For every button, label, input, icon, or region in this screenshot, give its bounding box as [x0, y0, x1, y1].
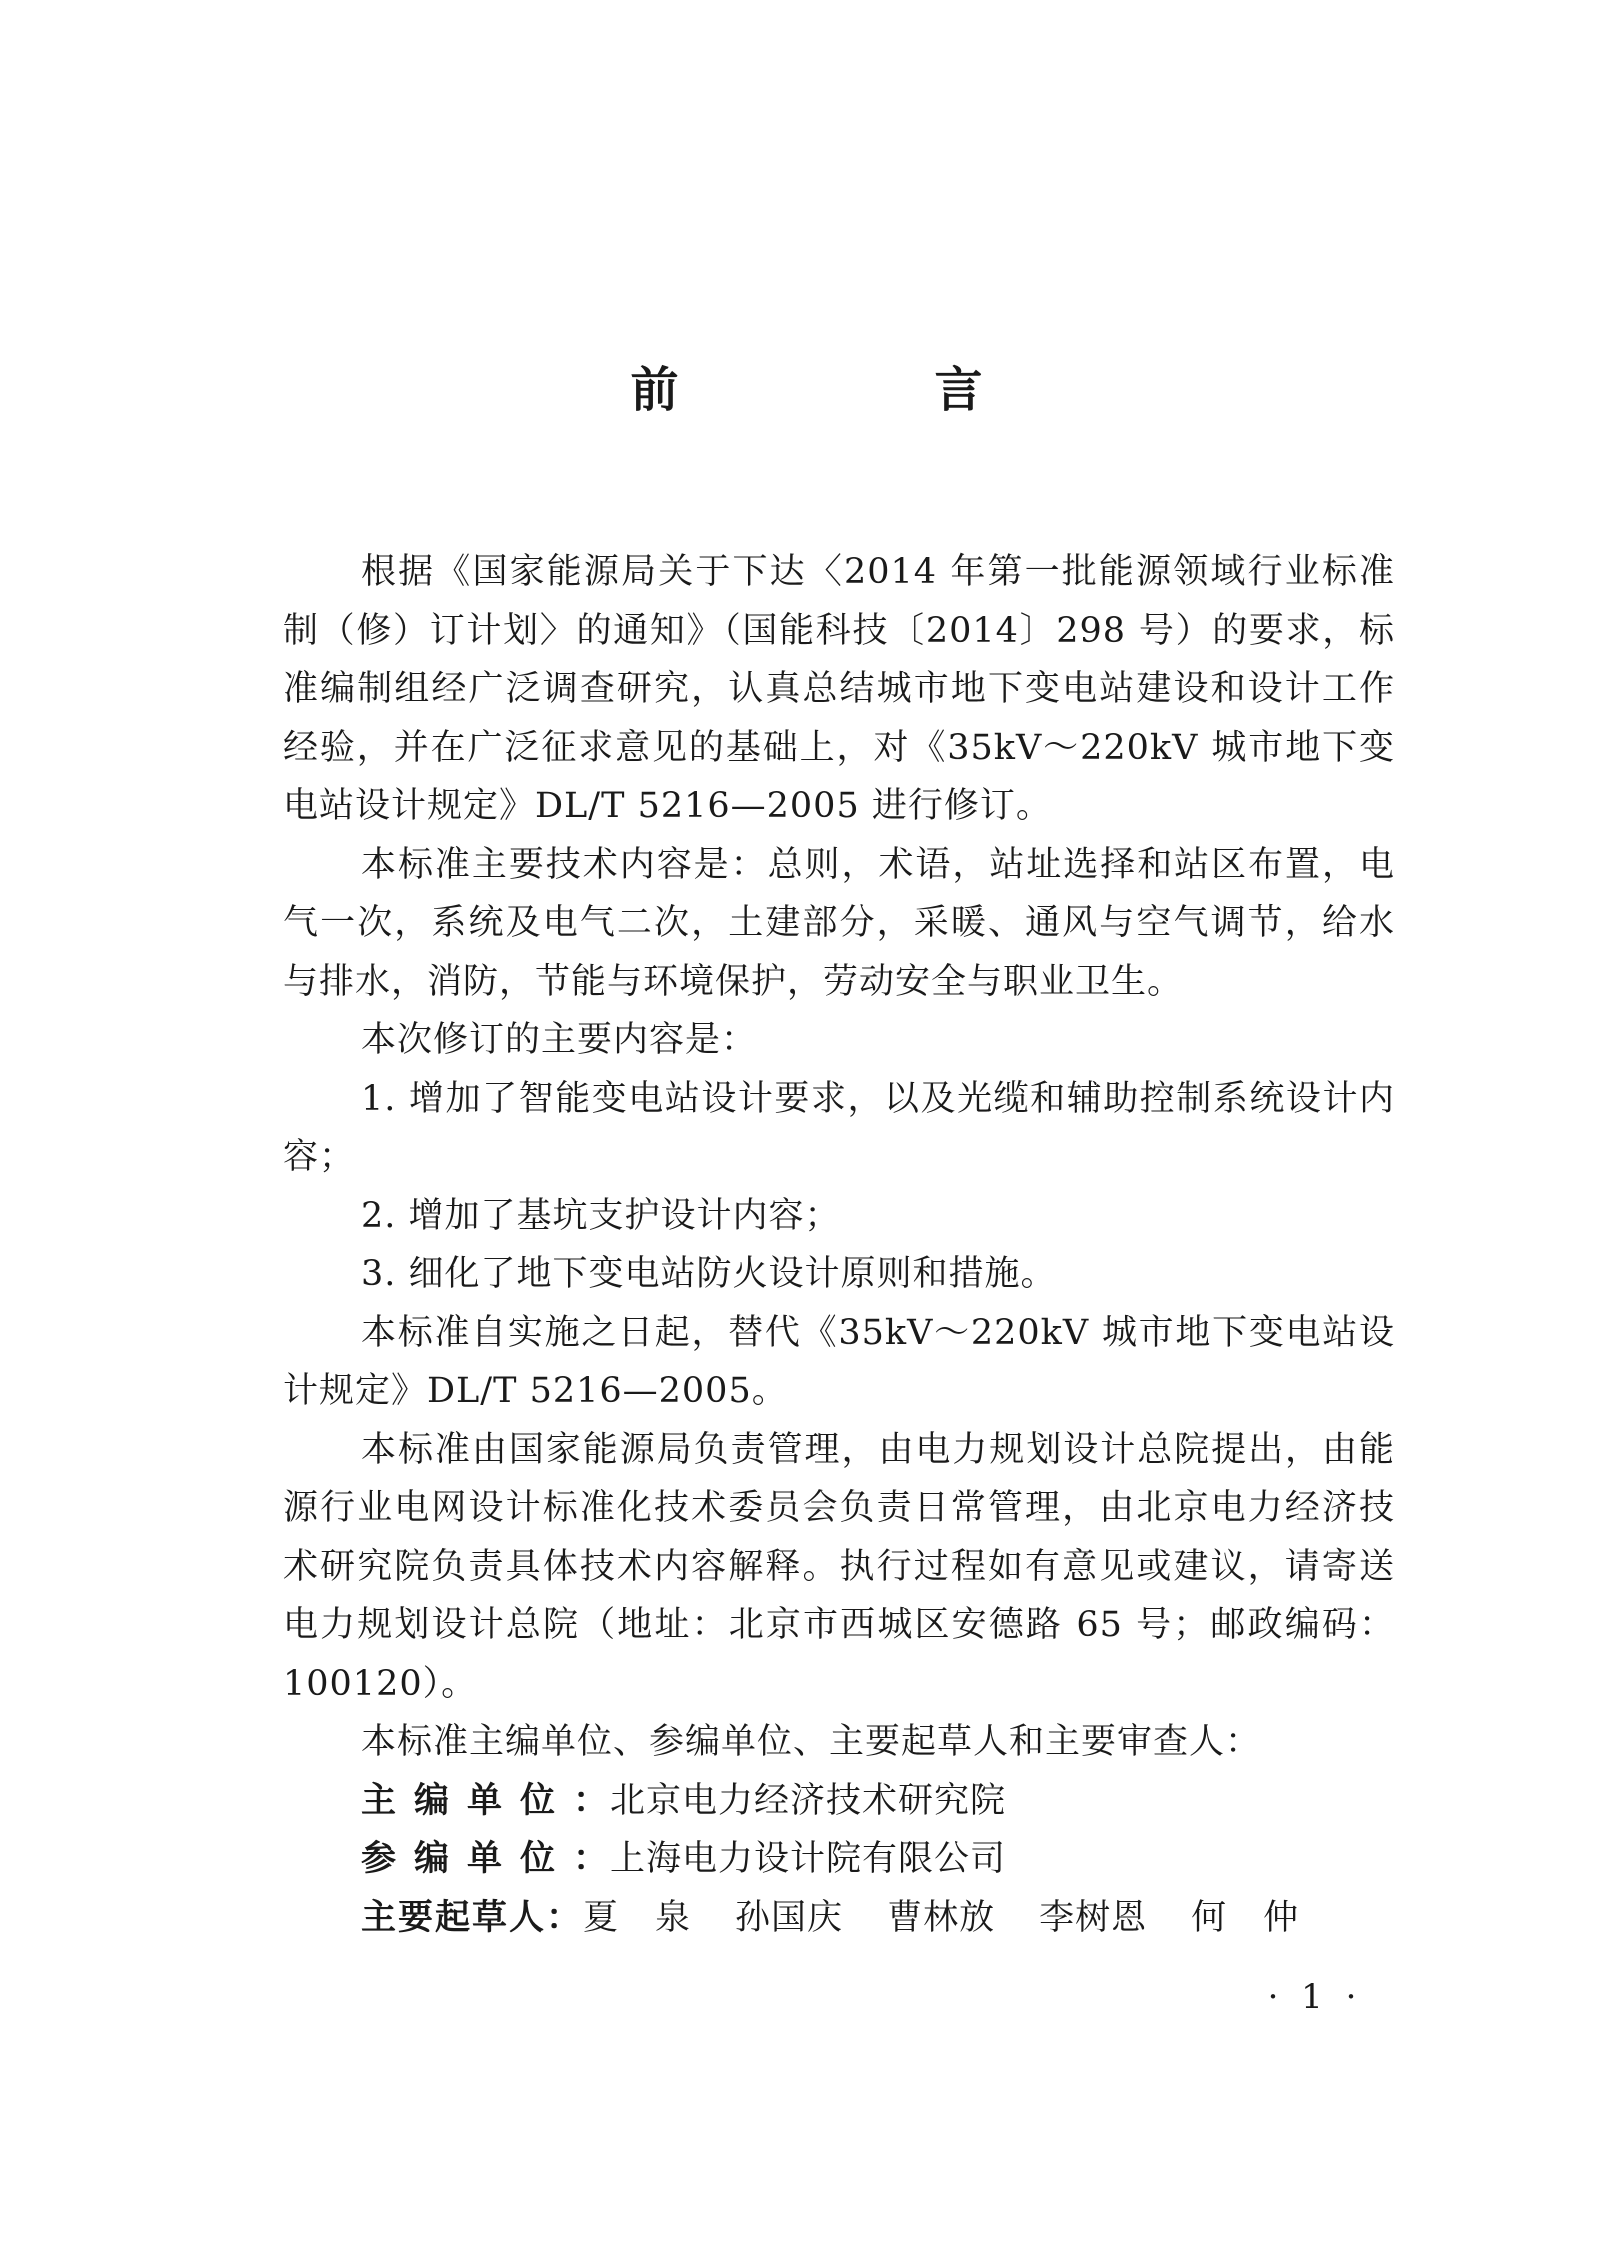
- co-unit-line: [283, 1830, 1395, 1889]
- drafters-colon: ：: [546, 1897, 584, 1938]
- paragraph-replacement: 本标准自实施之日起，替代《35kV～220kV 城市地下变电站设计规定》DL/T 5216—2005。: [283, 1312, 1395, 1411]
- co-unit-value: 上海电力设计院有限公司: [610, 1839, 1007, 1879]
- foreword-body: [283, 543, 1395, 1947]
- drafters-label: 主要起草人: [361, 1897, 547, 1938]
- paragraph-management: 本标准由国家能源局负责管理，由电力规划设计总院提出，由能源行业电网设计标准化技术委员会负责日常管理，由北京电力经济技术研究院负责具体技术内容解释。执行过程如有意见或建议，请寄送电力规划设计总院（地址：北京市西城区安德路 65 号；邮政编码：100120）。: [283, 1429, 1395, 1704]
- paragraph-basis: 根据《国家能源局关于下达〈2014 年第一批能源领域行业标准制（修）订计划〉的通知》（国能科技〔2014〕298 号）的要求，标准编制组经广泛调查研究，认真总结城市地下变电站建设和设计工作经验，并在广泛征求意见的基础上，对《35kV～220kV 城市地下变电站设计规定》DL/T 5216—2005 进行修订。: [283, 552, 1395, 826]
- paragraph-staff-intro: 本标准主编单位、参编单位、主要起草人和主要审查人：: [361, 1722, 1262, 1762]
- revision-item-1: 1. 增加了智能变电站设计要求，以及光缆和辅助控制系统设计内容；: [283, 1078, 1395, 1177]
- drafter-name: 何 仲: [1191, 1897, 1300, 1938]
- co-unit-colon: ：: [573, 1839, 611, 1879]
- drafter-name: 曹林放: [887, 1897, 996, 1938]
- chief-unit-colon: ：: [573, 1780, 611, 1821]
- paragraph-main-content: 本标准主要技术内容是：总则，术语，站址选择和站区布置，电气一次，系统及电气二次，土建部分，采暖、通风与空气调节，给水与排水，消防，节能与环境保护，劳动安全与职业卫生。: [283, 844, 1395, 1002]
- revision-item-2: 2. 增加了基坑支护设计内容；: [361, 1195, 841, 1236]
- chief-unit-value: 北京电力经济技术研究院: [610, 1780, 1007, 1821]
- drafter-name: 夏 泉: [583, 1897, 692, 1938]
- chief-unit-label: 主编单位: [361, 1780, 574, 1821]
- page-number: · 1 ·: [1267, 1977, 1363, 2017]
- page-title: 前 言: [630, 362, 1087, 418]
- drafters-line: [283, 1889, 1395, 1948]
- chief-unit-line: [283, 1772, 1395, 1831]
- co-unit-label: 参编单位: [361, 1839, 574, 1879]
- drafter-name: 李树恩: [1039, 1897, 1148, 1938]
- drafter-name: 孙国庆: [735, 1897, 844, 1938]
- revision-item-3: 3. 细化了地下变电站防火设计原则和措施。: [361, 1254, 1057, 1294]
- drafters-names: [583, 1898, 1299, 1938]
- paragraph-revision-intro: 本次修订的主要内容是：: [361, 1020, 758, 1060]
